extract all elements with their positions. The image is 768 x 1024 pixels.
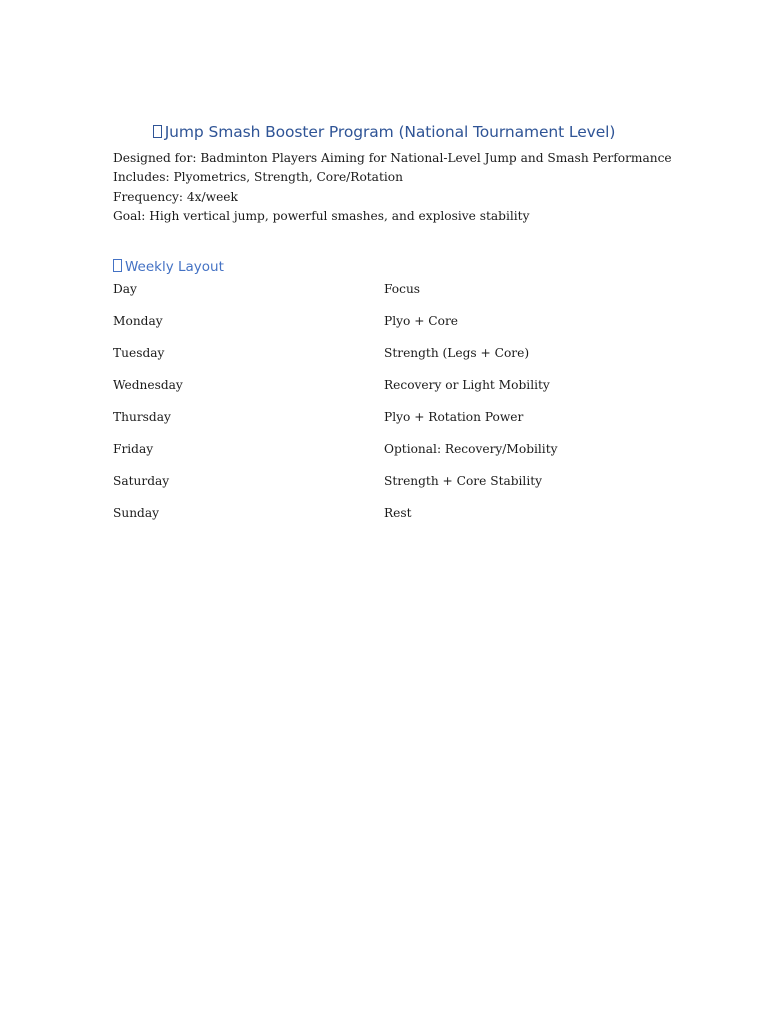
- table-cell-day: Sunday: [113, 506, 160, 520]
- missing-glyph-icon: [113, 259, 122, 272]
- table-cell-day: Friday: [113, 442, 154, 456]
- section-heading-text: Weekly Layout: [125, 259, 224, 275]
- table-cell-focus: Plyo + Rotation Power: [384, 410, 524, 424]
- intro-line-designed-for: Designed for: Badminton Players Aiming for National-Level Jump and Smash Performance: [113, 151, 672, 165]
- intro-line-includes: Includes: Plyometrics, Strength, Core/Rotation: [113, 170, 403, 185]
- table-cell-day: Monday: [113, 314, 163, 328]
- intro-block: [113, 149, 672, 226]
- document-title-text: Jump Smash Booster Program (National Tournament Level): [164, 123, 616, 141]
- table-cell-focus: Plyo + Core: [384, 314, 458, 328]
- intro-line-frequency: Frequency: 4x/week: [113, 189, 238, 204]
- table-cell-day: Wednesday: [113, 378, 183, 392]
- table-cell-day: Tuesday: [113, 346, 165, 360]
- table-header-day: Day: [113, 282, 137, 296]
- missing-glyph-icon: [153, 125, 162, 138]
- table-cell-focus: Optional: Recovery/Mobility: [384, 442, 558, 456]
- document-title: [0, 123, 768, 141]
- table-cell-day: Saturday: [113, 474, 170, 488]
- table-cell-focus: Recovery or Light Mobility: [384, 378, 550, 392]
- intro-line-goal: Goal: High vertical jump, powerful smashes, and explosive stability: [113, 208, 530, 223]
- table-cell-focus: Rest: [384, 506, 412, 520]
- table-cell-focus: Strength (Legs + Core): [384, 346, 530, 360]
- table-cell-focus: Strength + Core Stability: [384, 474, 543, 488]
- table-cell-day: Thursday: [113, 410, 171, 424]
- section-heading: [113, 259, 224, 275]
- table-header-focus: Focus: [384, 282, 421, 296]
